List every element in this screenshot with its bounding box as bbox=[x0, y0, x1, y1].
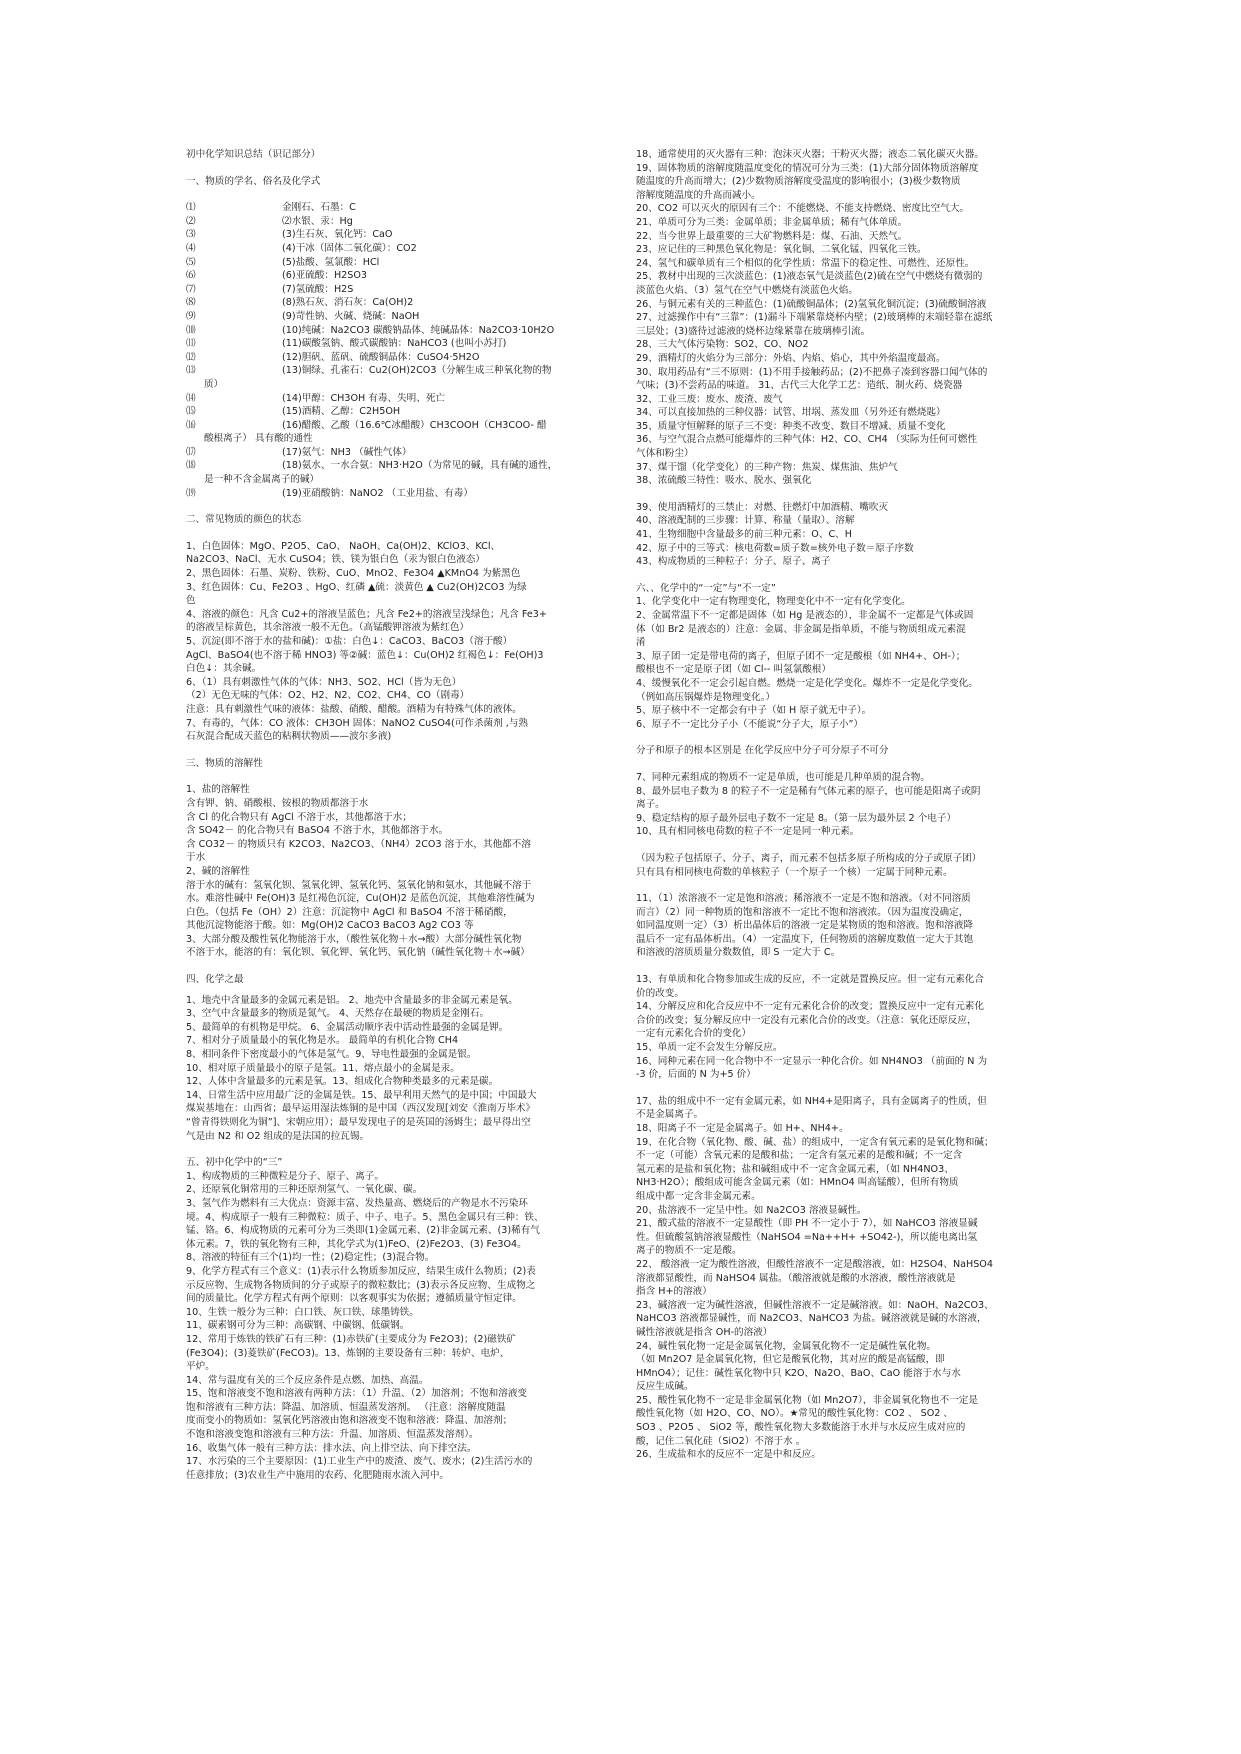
formula-item bbox=[186, 419, 598, 433]
formula-item bbox=[186, 364, 598, 378]
text-line: 2、黑色固体：石墨、炭粉、铁粉、CuO、MnO2、Fe3O4 ▲KMnO4 为紫黑色 bbox=[186, 568, 521, 580]
formula-text: (12)胆矾、蓝矾、硫酸铜晶体：CuSO4·5H2O bbox=[282, 351, 480, 363]
text-line: 9、化学方程式有三个意义：(1)表示什么物质参加反应，结果生成什么物质；(2)表 bbox=[186, 1265, 536, 1277]
text-line: 3、空气中含量最多的物质是氮气。 4、天然存在最硬的物质是金刚石。 bbox=[186, 1008, 490, 1020]
text-line: 含 SO42－ 的化合物只有 BaSO4 不溶于水，其他都溶于水。 bbox=[186, 825, 449, 837]
formula-number: ⑴ bbox=[186, 202, 196, 214]
text-line: 酸性氧化物（如 H2O、CO、NO）。★常见的酸性氧化物：CO2 、 SO2 、 bbox=[636, 1408, 954, 1420]
formula-item bbox=[186, 228, 598, 242]
right-block-3 bbox=[636, 595, 1048, 731]
text-line: 14、分解反应和化合反应中不一定有元素化合价的改变；置换反应中一定有元素化 bbox=[636, 1001, 984, 1013]
formula-item bbox=[186, 269, 598, 283]
text-line: 10、相对原子质量最小的原子是氢。11、熔点最小的金属是汞。 bbox=[186, 1062, 460, 1074]
text-line: 11、（1）浓溶液不一定是饱和溶液；稀溶液不一定是不饱和溶液。（对不同溶质 bbox=[636, 893, 971, 905]
text-line: 不饱和溶液变饱和溶液有三种方法：升温、加溶质、恒温蒸发溶剂）。 bbox=[186, 1429, 479, 1441]
text-line: 26、与铜元素有关的三种蓝色：(1)硫酸铜晶体；(2)氢氧化铜沉淀；(3)硫酸铜溶液 bbox=[636, 298, 987, 310]
text-line: 25、酸性氧化物不一定是非金属氧化物（如 Mn2O7），非金属氧化物也不一定是 bbox=[636, 1394, 978, 1406]
formula-number: ⒆ bbox=[186, 487, 196, 499]
text-line: 5、沉淀(即不溶于水的盐和碱)：①盐：白色↓：CaCO3、BaCO3（溶于酸） bbox=[186, 636, 513, 647]
text-line: 15、饱和溶液变不饱和溶液有两种方法：（1）升温、（2）加溶剂；不饱和溶液变 bbox=[186, 1388, 528, 1400]
formula-number: ⑻ bbox=[186, 297, 196, 309]
formula-18-continued: 是一种不含金属离子的碱） bbox=[204, 474, 320, 486]
text-line: AgCl、BaSO4(也不溶于稀 HNO3) 等②碱：蓝色↓：Cu(OH)2 红褐色↓：Fe(OH)3 bbox=[186, 649, 544, 661]
formula-number: ⑾ bbox=[186, 338, 196, 350]
text-line: 43、构成物质的三种粒子：分子、原子、离子 bbox=[636, 556, 831, 568]
text-line: 含 CO32－ 的物质只有 K2CO3、Na2CO3、（NH4）2CO3 溶于水，其他都不溶 bbox=[186, 838, 531, 850]
text-line: 石灰混合配成天蓝色的粘稠状物质——波尔多液) bbox=[186, 731, 392, 743]
text-line: 18、通常使用的灭火器有三种：泡沫灭火器；干粉灭火器；液态二氧化碳灭火器。 bbox=[636, 149, 984, 160]
text-line: 17、盐的组成中不一定有金属元素，如 NH4+是阳离子，具有金属离子的性质，但 bbox=[636, 1095, 987, 1107]
text-line: 29、酒精灯的火焰分为三部分：外焰、内焰、焰心，其中外焰温度最高。 bbox=[636, 352, 946, 364]
text-line: 8、最外层电子数为 8 的粒子不一定是稀有气体元素的原子，也可能是阳离子或阴 bbox=[636, 785, 981, 797]
text-line: 三层处；(3)盛待过滤液的烧杯边缘紧靠在玻璃棒引流。 bbox=[636, 325, 871, 337]
formula-item bbox=[186, 392, 598, 406]
formula-text: (8)熟石灰、消石灰：Ca(OH)2 bbox=[282, 297, 414, 309]
text-line: (Fe3O4)；(3)菱铁矿(FeCO3)。13、炼钢的主要设备有三种：转炉、电炉、 bbox=[186, 1347, 510, 1359]
text-line: 2、还原氧化铜常用的三种还原剂氢气、一氧化碳、碳。 bbox=[186, 1184, 423, 1196]
right-block-2 bbox=[636, 501, 1048, 569]
formula-item bbox=[186, 405, 598, 419]
text-line: 溶解度随温度的升高而减小。 bbox=[636, 189, 761, 201]
text-line: 1、盐的溶解性 bbox=[186, 784, 250, 796]
text-line: 示反应物、生成物各物质间的分子或原子的微粒数比；(3)表示各反应物、生成物之 bbox=[186, 1279, 536, 1291]
text-line: 10、具有相同核电荷数的粒子不一定是同一种元素。 bbox=[636, 826, 860, 838]
formula-number: ⑵ bbox=[186, 215, 196, 227]
right-block-7 bbox=[636, 892, 1048, 960]
formula-item bbox=[186, 201, 598, 215]
text-line: （例如高压锅爆炸是物理变化。） bbox=[636, 691, 776, 703]
text-line: SO3 、P2O5 、 SiO2 等，酸性氧化物大多数能溶于水并与水反应生成对应的 bbox=[636, 1422, 966, 1434]
text-line: 溶液都显酸性，而 NaHSO4 属盐。（酸溶液就是酸的水溶液，酸性溶液就是 bbox=[636, 1272, 956, 1284]
section-4-body bbox=[186, 994, 598, 1144]
formula-item bbox=[186, 446, 598, 460]
text-line: 煤炭基地在：山西省；最早运用湿法炼铜的是中国（西汉发现[刘安《淮南万毕术》 bbox=[186, 1103, 536, 1115]
text-line: 23、应记住的三种黑色氧化物是：氧化铜、二氧化锰、四氧化三铁。 bbox=[636, 244, 927, 256]
formula-text: (17)氨气：NH3 （碱性气体） bbox=[282, 446, 412, 458]
formula-text: (18)氨水、一水合氨：NH3·H2O（为常见的碱，具有碱的通性， bbox=[282, 460, 558, 472]
formula-text: (9)苛性钠、火碱、烧碱：NaOH bbox=[282, 310, 420, 322]
text-line: 27、过滤操作中有“三靠”：(1)漏斗下端紧靠烧杯内壁；(2)玻璃棒的末端轻靠在滤纸 bbox=[636, 312, 993, 324]
section-2-body bbox=[186, 540, 598, 744]
text-line: 16、收集气体一般有三种方法：排水法、向上排空法、向下排空法。 bbox=[186, 1442, 477, 1454]
text-line: 26、生成盐和水的反应不一定是中和反应。 bbox=[636, 1449, 821, 1461]
text-line: 溶于水的碱有：氢氧化钡、氢氧化钾、氢氧化钙、氢氧化钠和氨水，其他碱不溶于 bbox=[186, 879, 532, 891]
text-line: 41、生物细胞中含量最多的前三种元素：O、C、H bbox=[636, 529, 852, 541]
formula-item bbox=[186, 215, 598, 229]
right-block-5 bbox=[636, 771, 1048, 839]
text-line: 4、溶液的颜色：凡含 Cu2+的溶液呈蓝色；凡含 Fe2+的溶液呈浅绿色；凡含 Fe3+ bbox=[186, 608, 547, 620]
text-line: NH3·H2O）；酸组成可能含金属元素（如：HMnO4 叫高锰酸），但所有物质 bbox=[636, 1177, 959, 1189]
text-line: 随温度的升高而增大；(2)少数物质溶解度受温度的影响很小；(3)极少数物质 bbox=[636, 176, 961, 188]
text-line: 而言）（2）同一种物质的饱和溶液不一定比不饱和溶液浓。（因为温度没确定， bbox=[636, 906, 969, 918]
text-line: 4、缓慢氧化不一定会引起自燃。燃烧一定是化学变化。爆炸不一定是化学变化。 bbox=[636, 677, 978, 689]
formula-number: ⒄ bbox=[186, 446, 196, 458]
text-line: （2）无色无味的气体：O2、H2、N2、CO2、CH4、CO（剧毒） bbox=[186, 690, 470, 702]
text-line: 21、单质可分为三类：金属单质；非金属单质；稀有气体单质。 bbox=[636, 216, 908, 228]
text-line: 色 bbox=[186, 595, 196, 607]
text-line: 3、红色固体：Cu、Fe2O3 、HgO、红磷 ▲硫：淡黄色 ▲ Cu2(OH)2CO3 为绿 bbox=[186, 581, 527, 593]
text-line: 体（如 Br2 是液态的）注意：金属、非金属是指单质，不能与物质组成元素混 bbox=[636, 623, 966, 635]
text-line: 35、质量守恒解释的原子三不变：种类不改变、数目不增减、质量不变化 bbox=[636, 420, 946, 432]
text-line: 度而变小的物质如：氢氧化钙溶液由饱和溶液变不饱和溶液：降温、加溶剂； bbox=[186, 1415, 513, 1427]
text-line: 性。但硫酸氢钠溶液显酸性（NaHSO4 =Na++H+ +SO42-)，所以能电离出氢 bbox=[636, 1231, 978, 1243]
section-title-1: 一、物质的学名、俗名及化学式 bbox=[186, 175, 321, 187]
text-line: 酸，记住二氧化硅（SiO2）不溶于水 。 bbox=[636, 1435, 806, 1447]
text-line: 8、相同条件下密度最小的气体是氢气。9、导电性最强的金属是银。 bbox=[186, 1049, 477, 1061]
formula-number: ⒃ bbox=[186, 419, 196, 431]
molecule-atom-difference: 分子和原子的根本区别是 在化学反应中分子可分原子不可分 bbox=[636, 745, 889, 757]
formula-item bbox=[186, 242, 598, 256]
text-line: 16、同种元素在同一化合物中不一定显示一种化合价。如 NH4NO3 （前面的 N 为 bbox=[636, 1055, 988, 1067]
text-line: 反应生成碱。 bbox=[636, 1381, 694, 1393]
formula-number: ⒀ bbox=[186, 365, 196, 377]
text-line: 离子的物质不一定是酸。 bbox=[636, 1245, 742, 1257]
text-line: 1、地壳中含量最多的金属元素是铝。 2、地壳中含量最多的非金属元素是氧。 bbox=[186, 994, 518, 1006]
text-line: 7、相对分子质量最小的氧化物是水。 最简单的有机化合物 CH4 bbox=[186, 1035, 459, 1047]
text-line: 3、大部分酸及酸性氧化物能溶于水，（酸性氧化物＋水→酸）大部分碱性氧化物 bbox=[186, 933, 522, 945]
formula-text: (4)干冰（固体二氧化碳）：CO2 bbox=[282, 242, 417, 254]
text-line: 40、溶液配制的三步骤：计算、称量（量取）、溶解 bbox=[636, 515, 855, 527]
text-line: （如 Mn2O7 是金属氧化物，但它是酸氧化物，其对应的酸是高锰酸，即 bbox=[636, 1354, 945, 1366]
formula-number: ⑷ bbox=[186, 242, 196, 254]
text-line: 22、当今世界上最重要的三大矿物燃料是：煤、石油、天然气。 bbox=[636, 230, 908, 242]
text-line: 37、煤干馏（化学变化）的三种产物：焦炭、煤焦油、焦炉气 bbox=[636, 461, 898, 473]
formula-text: (10)纯碱：Na2CO3 碳酸钠晶体、纯碱晶体：Na2CO3·10H2O bbox=[282, 324, 555, 336]
text-line: 一定有元素化合价的变化） bbox=[636, 1028, 752, 1040]
text-line: 17、水污染的三个主要原因：(1)工业生产中的废渣、废气、废水；(2)生活污水的 bbox=[186, 1456, 533, 1468]
formula-text: ⑵水银、汞：Hg bbox=[282, 215, 353, 227]
text-line: 19、固体物质的溶解度随温度变化的情况可分为三类：(1)大部分固体物质溶解度 bbox=[636, 162, 979, 174]
formula-text: (19)亚硝酸钠：NaNO2 （工业用盐、有毒） bbox=[282, 487, 473, 499]
text-line: 5、原子核中不一定都会有中子（如 H 原子就无中子）。 bbox=[636, 705, 872, 717]
formula-item bbox=[186, 351, 598, 365]
formula-item bbox=[186, 256, 598, 270]
formula-item bbox=[186, 459, 598, 473]
text-line: 13、有单质和化合物参加或生成的反应，不一定就是置换反应。但一定有元素化合 bbox=[636, 974, 984, 986]
text-line: 2、碱的溶解性 bbox=[186, 865, 250, 877]
text-line: 氢元素的是盐和氧化物；盐和碱组成中不一定含金属元素，（如 NH4NO3、 bbox=[636, 1163, 954, 1175]
text-line: 18、阳离子不一定是金属离子。如 H+、NH4+。 bbox=[636, 1123, 849, 1134]
section-3-body bbox=[186, 783, 598, 960]
formula-number: ⑼ bbox=[186, 310, 196, 322]
text-line: 22、 酸溶液一定为酸性溶液，但酸性溶液不一定是酸溶液，如：H2SO4、NaHSO4 bbox=[636, 1258, 993, 1270]
text-line: 12、人体中含量最多的元素是氧。13、组成化合物种类最多的元素是碳。 bbox=[186, 1076, 499, 1088]
formula-number: ⑿ bbox=[186, 351, 196, 363]
formula-13-continued: 质） bbox=[204, 378, 224, 390]
text-line: 指含 H+的溶液） bbox=[636, 1286, 712, 1298]
text-line: 只有具有相同核电荷数的单核粒子（一个原子一个核）一定属于同种元素。 bbox=[636, 866, 953, 878]
section-title-2: 二、常见物质的颜色的状态 bbox=[186, 514, 302, 526]
formula-number: ⒂ bbox=[186, 406, 196, 418]
text-line: 于水 bbox=[186, 852, 206, 864]
text-line: Na2CO3、NaCl、无水 CuSO4；铁、镁为银白色（汞为银白色液态） bbox=[186, 554, 485, 566]
text-line: 温后不一定有晶体析出。（4）一定温度下，任何物质的溶解度数值一定大于其饱 bbox=[636, 933, 974, 945]
formula-text: (5)盐酸、氢氯酸：HCl bbox=[282, 256, 380, 268]
text-line: 注意：具有刺激性气味的液体：盐酸、硝酸、醋酸。酒精为有特殊气体的液体。 bbox=[186, 703, 522, 715]
formula-text: (6)亚硫酸：H2SO3 bbox=[282, 270, 368, 282]
text-line: 15、单质一定不会发生分解反应。 bbox=[636, 1042, 783, 1054]
right-block-6 bbox=[636, 852, 1048, 879]
formula-text: 金刚石、石墨：C bbox=[282, 202, 356, 214]
text-line: 碱性溶液就是指含 OH-的溶液） bbox=[636, 1326, 773, 1338]
left-column bbox=[186, 148, 598, 1482]
formula-number: ⑺ bbox=[186, 283, 196, 295]
text-line: 14、日常生活中应用最广泛的金属是铁。15、最早利用天然气的是中国；中国最大 bbox=[186, 1089, 537, 1101]
text-line: 23、碱溶液一定为碱性溶液，但碱性溶液不一定是碱溶液。如：NaOH、Na2CO3、 bbox=[636, 1299, 994, 1311]
document-title: 初中化学知识总结（识记部分） bbox=[186, 149, 321, 160]
text-line: 水。难溶性碱中 Fe(OH)3 是红褐色沉淀，Cu(OH)2 是蓝色沉淀，其他难溶性碱为 bbox=[186, 893, 535, 905]
text-line: 离子。 bbox=[636, 799, 665, 811]
text-line: 9、稳定结构的原子最外层电子数不一定是 8。（第一层为最外层 2 个电子） bbox=[636, 812, 957, 824]
text-line: 21、酸式盐的溶液不一定显酸性（即 PH 不一定小于 7），如 NaHCO3 溶液显碱 bbox=[636, 1218, 978, 1230]
text-line: 5、最简单的有机物是甲烷。 6、金属活动顺序表中活动性最强的金属是钾。 bbox=[186, 1021, 509, 1033]
text-line: 合价的改变；复分解反应中一定没有元素化合价的改变。（注意：氧化还原反应， bbox=[636, 1014, 977, 1026]
text-line: 2、金属常温下不一定都是固体（如 Hg 是液态的），非金属不一定都是气体或固 bbox=[636, 610, 974, 621]
text-line: 3、氢气作为燃料有三大优点：资源丰富、发热量高、燃烧后的产物是水不污染环 bbox=[186, 1197, 528, 1209]
text-line: 36、与空气混合点燃可能爆炸的三种气体：H2、CO、CH4 （实际为任何可燃性 bbox=[636, 434, 978, 446]
formula-text: (7)氢硫酸：H2S bbox=[282, 283, 354, 295]
text-line: 34、可以直接加热的三种仪器：试管、坩埚、蒸发皿（另外还有燃烧匙） bbox=[636, 407, 946, 419]
text-line: 含有钾、钠、硝酸根、铵根的物质都溶于水 bbox=[186, 797, 369, 809]
text-line: 19、在化合物（氧化物、酸、碱、盐）的组成中，一定含有氧元素的是氧化物和碱； bbox=[636, 1136, 994, 1148]
text-line: 12、常用于炼铁的铁矿石有三种：(1)赤铁矿(主要成分为 Fe2O3)；(2)磁铁矿 bbox=[186, 1333, 517, 1345]
text-line: 价的改变。 bbox=[636, 987, 684, 999]
text-line: 体元素。7，铁的氧化物有三种，其化学式为(1)FeO、(2)Fe2O3、(3) Fe3O4。 bbox=[186, 1238, 527, 1250]
formula-item bbox=[186, 283, 598, 297]
formula-list-2 bbox=[186, 392, 598, 433]
text-line: （因为粒子包括原子、分子、离子，而元素不包括多原子所构成的分子或原子团） bbox=[636, 852, 982, 864]
text-line: 14、常与温度有关的三个反应条件是点燃、加热、高温。 bbox=[186, 1374, 429, 1386]
text-line: 1、构成物质的三种微粒是分子、原子、离子。 bbox=[186, 1170, 384, 1182]
text-line: NaHCO3 溶液都显碱性，而 Na2CO3、NaHCO3 为盐。碱溶液就是碱的水溶液， bbox=[636, 1313, 987, 1325]
section-5-body bbox=[186, 1170, 598, 1483]
text-line: 淡蓝色火焰、（3）氢气在空气中燃烧有淡蓝色火焰。 bbox=[636, 284, 858, 296]
text-line: 3、原子团一定是带电荷的离子，但原子团不一定是酸根（如 NH4+、OH-）； bbox=[636, 650, 966, 662]
text-line: 任意排放；(3)农业生产中施用的农药、化肥随雨水流入河中。 bbox=[186, 1469, 450, 1481]
text-line: 20、盐溶液不一定呈中性。如 Na2CO3 溶液显碱性。 bbox=[636, 1204, 867, 1216]
formula-number: ⑸ bbox=[186, 256, 196, 268]
text-line: 如同温度则一定）（3）析出晶体后的溶液一定是某物质的饱和溶液。饱和溶液降 bbox=[636, 920, 974, 932]
text-line: 气是由 N2 和 O2 组成的是法国的拉瓦锡。 bbox=[186, 1130, 370, 1142]
text-line: 白色。（包括 Fe（OH）2）注意：沉淀物中 AgCl 和 BaSO4 不溶于稀硝酸， bbox=[186, 906, 513, 918]
text-line: 39、使用酒精灯的三禁止：对燃、往燃灯中加酒精、嘴吹灭 bbox=[636, 501, 889, 513]
text-line: 淆 bbox=[636, 637, 646, 649]
right-block-8 bbox=[636, 973, 1048, 1082]
text-line: 锰、铬。6、构成物质的元素可分为三类即(1)金属元素、(2)非金属元素、(3)稀有气 bbox=[186, 1225, 540, 1237]
formula-number: ⒅ bbox=[186, 460, 196, 472]
right-block-1 bbox=[636, 148, 1048, 488]
section-title-4: 四、化学之最 bbox=[186, 974, 244, 986]
text-line: -3 价，后面的 N 为+5 价） bbox=[636, 1069, 756, 1081]
section-title-5: 五、初中化学中的“三” bbox=[186, 1157, 283, 1169]
text-line: 气体和粉尘） bbox=[636, 448, 694, 460]
text-line: 间的质量比。化学方程式有两个原则：以客观事实为依据；遵循质量守恒定律。 bbox=[186, 1293, 522, 1305]
text-line: 11、碳素钢可分为三种：高碳钢、中碳钢、低碳钢。 bbox=[186, 1320, 410, 1332]
formula-text: (16)醋酸、乙酸（16.6℃冰醋酸）CH3COOH（CH3COO- 醋 bbox=[282, 419, 547, 431]
formula-text: (3)生石灰、氧化钙：CaO bbox=[282, 229, 393, 241]
text-line: 38、浓硫酸三特性：吸水、脱水、强氧化 bbox=[636, 475, 812, 487]
formula-list-3 bbox=[186, 446, 598, 473]
formula-item bbox=[186, 310, 598, 324]
text-line: 不溶于水，能溶的有：氧化钡、氧化钾、氧化钙、氧化钠（碱性氧化物＋水→碱） bbox=[186, 947, 530, 959]
text-line: HMnO4）；记住：碱性氧化物中只 K2O、Na2O、BaO、CaO 能溶于水与水 bbox=[636, 1367, 961, 1379]
section-title-3: 三、物质的溶解性 bbox=[186, 757, 263, 769]
text-line: 的溶液呈棕黄色，其余溶液一般不无色。（高锰酸钾溶液为紫红色） bbox=[186, 622, 470, 634]
right-block-9 bbox=[636, 1095, 1048, 1462]
text-line: 和溶液的溶质质量分数数值，即 S 一定大于 C。 bbox=[636, 947, 841, 959]
formula-text: (13)铜绿、孔雀石：Cu2(OH)2CO3（分解生成三种氧化物的物 bbox=[282, 365, 552, 377]
text-line: 7、有毒的，气体：CO 液体：CH3OH 固体：NaNO2 CuSO4(可作杀菌剂 ,与熟 bbox=[186, 717, 529, 729]
formula-number: ⑹ bbox=[186, 270, 196, 282]
text-line: 42、原子中的三等式：核电荷数=质子数=核外电子数＝原子序数 bbox=[636, 542, 914, 554]
text-line: 含 Cl 的化合物只有 AgCl 不溶于水，其他都溶于水； bbox=[186, 811, 412, 823]
section-title-6: 六、、化学中的“一定”与“不一定” bbox=[636, 582, 776, 594]
formula-item bbox=[186, 324, 598, 338]
formula-16-continued: 酸根离子） 具有酸的通性 bbox=[204, 433, 313, 445]
formula-number: ⑶ bbox=[186, 229, 196, 241]
text-line: 30、取用药品有“三不原则：(1)不用手接触药品；(2)不把鼻子凑到容器口闻气体的 bbox=[636, 366, 988, 378]
formula-item bbox=[186, 337, 598, 351]
text-line: 气味；(3)不尝药品的味道。 31、古代三大化学工艺：造纸、制火药、烧瓷器 bbox=[636, 380, 963, 392]
text-line: 24、碱性氧化物一定是金属氧化物，金属氧化物不一定是碱性氧化物。 bbox=[636, 1340, 937, 1352]
text-line: 酸根也不一定是原子团（如 Cl-- 叫氢氯酸根） bbox=[636, 664, 832, 676]
text-line: 不一定（可能）含氧元素的是酸和盐；一定含有氢元素的是酸和碱；不一定含 bbox=[636, 1150, 963, 1162]
text-line: 1、化学变化中一定有物理变化，物理变化中不一定有化学变化。 bbox=[636, 596, 911, 608]
text-line: 平炉。 bbox=[186, 1361, 215, 1373]
text-line: 境。4、构成原子一般有三种微粒：质子、中子、电子。5、黑色金属只有三种：铁、 bbox=[186, 1211, 544, 1223]
text-line: 24、氢气和碳单质有三个相似的化学性质：常温下的稳定性、可燃性、还原性。 bbox=[636, 257, 975, 269]
text-line: 20、CO2 可以灭火的原因有三个：不能燃烧、不能支持燃烧、密度比空气大。 bbox=[636, 203, 970, 215]
formula-item bbox=[186, 296, 598, 310]
text-line: 组成中都一定含非金属元素。 bbox=[636, 1190, 761, 1202]
text-line: 1、白色固体：MgO、P2O5、CaO、 NaOH、Ca(OH)2、KClO3、KCl、 bbox=[186, 540, 501, 552]
text-line: 6、（1）具有刺激性气体的气体：NH3、SO2、HCl（皆为无色） bbox=[186, 676, 462, 688]
formula-text: (15)酒精、乙醇：C2H5OH bbox=[282, 406, 401, 418]
text-line: “曾青得铁则化为铜”]、宋朝应用）；最早发现电子的是英国的汤姆生；最早得出空 bbox=[186, 1117, 531, 1128]
right-column bbox=[636, 148, 1048, 1462]
text-line: 白色↓：其余碱。 bbox=[186, 663, 262, 675]
formula-list-4 bbox=[186, 487, 598, 501]
text-line: 7、同种元素组成的物质不一定是单质，也可能是几种单质的混合物。 bbox=[636, 771, 930, 783]
text-line: 32、工业三废：废水、废渣、废气 bbox=[636, 393, 783, 405]
formula-list bbox=[186, 201, 598, 378]
text-line: 8、溶液的特征有三个(1)均一性；(2)稳定性；(3)混合物。 bbox=[186, 1252, 435, 1264]
formula-number: ⑽ bbox=[186, 324, 196, 336]
text-line: 6、原子不一定比分子小（不能说“分子大，原子小”） bbox=[636, 718, 864, 730]
text-line: 28、三大气体污染物：SO2、CO、NO2 bbox=[636, 339, 809, 351]
formula-text: (14)甲醇：CH3OH 有毒、失明、死亡 bbox=[282, 392, 446, 404]
text-line: 10、生铁一般分为三种：白口铁、灰口铁、球墨铸铁。 bbox=[186, 1306, 419, 1318]
text-line: 其他沉淀物能溶于酸。如：Mg(OH)2 CaCO3 BaCO3 Ag2 CO3 等 bbox=[186, 920, 474, 932]
formula-number: ⒁ bbox=[186, 392, 196, 404]
formula-text: (11)碳酸氢钠、酸式碳酸钠：NaHCO3 (也叫小苏打) bbox=[282, 338, 507, 350]
text-line: 饱和溶液有三种方法：降温、加溶质、恒温蒸发溶剂。 （注意：溶解度随温 bbox=[186, 1401, 506, 1413]
text-line: 25、教材中出现的三次淡蓝色：(1)液态氧气是淡蓝色(2)硫在空气中燃烧有微弱的 bbox=[636, 271, 983, 283]
formula-item bbox=[186, 487, 598, 501]
text-line: 不是金属离子。 bbox=[636, 1109, 704, 1121]
